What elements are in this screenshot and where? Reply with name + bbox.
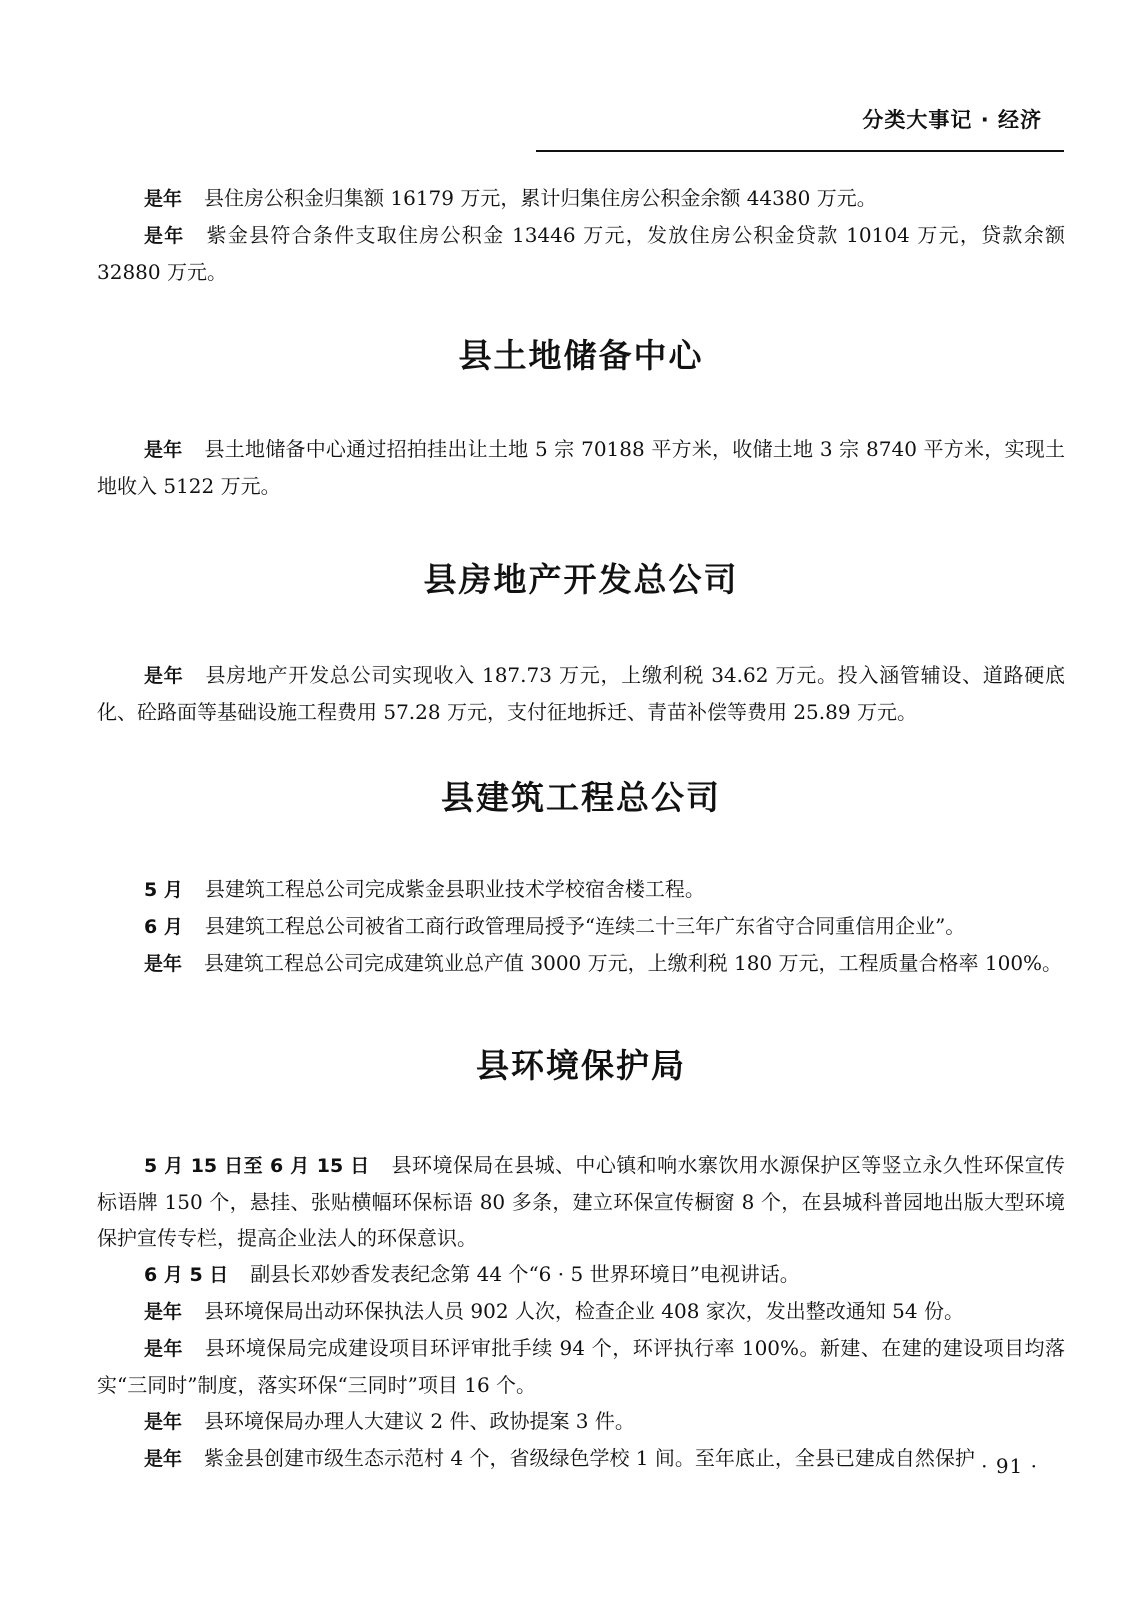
section-title-real-estate: 县房地产开发总公司 xyxy=(423,560,739,599)
entry-lead: 是年 xyxy=(144,1301,183,1323)
entry-text: 县环境保局完成建设项目环评审批手续 94 个，环评执行率 100%。新建、在建的建设项目均落实“三同时”制度，落实环保“三同时”项目 16 个。 xyxy=(97,1336,1065,1397)
entry-paragraph xyxy=(97,908,1065,945)
entry-paragraph xyxy=(97,217,1065,290)
section-title-construction: 县建筑工程总公司 xyxy=(441,778,721,817)
header-rule xyxy=(536,150,1064,152)
entry-text: 县建筑工程总公司完成建筑业总产值 3000 万元，上缴利税 180 万元，工程质量合格率 100%。 xyxy=(204,951,1063,975)
entry-paragraph xyxy=(97,1440,1065,1477)
entry-text: 县土地储备中心通过招拍挂出让土地 5 宗 70188 平方米，收储土地 3 宗 8740 平方米，实现土地收入 5122 万元。 xyxy=(97,437,1065,498)
entry-lead: 是年 xyxy=(144,225,185,247)
entry-paragraph xyxy=(97,1293,1065,1330)
entry-text: 县建筑工程总公司完成紫金县职业技术学校宿舍楼工程。 xyxy=(204,877,705,901)
entry-paragraph xyxy=(97,871,1065,908)
section-title-land-reserve: 县土地储备中心 xyxy=(458,336,704,375)
entry-text: 县环境保局办理人大建议 2 件、政协提案 3 件。 xyxy=(204,1409,635,1433)
entry-text: 县环境保局出动环保执法人员 902 人次，检查企业 408 家次，发出整改通知 54 份。 xyxy=(204,1299,964,1323)
entry-lead: 是年 xyxy=(144,439,183,461)
entry-lead: 是年 xyxy=(144,188,183,210)
entry-lead: 6 月 xyxy=(144,916,183,938)
entry-lead: 是年 xyxy=(144,1338,183,1360)
entry-paragraph xyxy=(97,1403,1065,1440)
entry-lead: 是年 xyxy=(144,665,184,687)
entry-text: 县住房公积金归集额 16179 万元，累计归集住房公积金余额 44380 万元。 xyxy=(204,186,877,210)
entry-lead: 是年 xyxy=(144,953,183,975)
entry-lead: 5 月 xyxy=(144,879,183,901)
entry-lead: 是年 xyxy=(144,1411,183,1433)
entry-paragraph xyxy=(97,945,1065,982)
section-title-environment: 县环境保护局 xyxy=(476,1046,686,1085)
entry-paragraph xyxy=(97,180,1065,217)
entry-lead: 6 月 5 日 xyxy=(144,1264,229,1286)
entry-text: 副县长邓妙香发表纪念第 44 个“6 · 5 世界环境日”电视讲话。 xyxy=(250,1262,800,1286)
entry-text: 紫金县创建市级生态示范村 4 个，省级绿色学校 1 间。至年底止，全县已建成自然保护 xyxy=(204,1446,975,1470)
entry-text: 县房地产开发总公司实现收入 187.73 万元，上缴利税 34.62 万元。投入涵管辅设、道路硬底化、砼路面等基础设施工程费用 57.28 万元，支付征地拆迁、青苗补偿等费用 25.89 万元。 xyxy=(97,663,1065,724)
entry-lead: 是年 xyxy=(144,1448,183,1470)
entry-paragraph xyxy=(97,657,1065,730)
running-head: 分类大事记 · 经济 xyxy=(862,108,1042,132)
entry-lead: 5 月 15 日至 6 月 15 日 xyxy=(144,1155,370,1177)
page-number: · 91 · xyxy=(981,1454,1038,1478)
page-body xyxy=(97,180,1065,1477)
entry-paragraph xyxy=(97,431,1065,504)
entry-paragraph xyxy=(97,1147,1065,1256)
entry-paragraph xyxy=(97,1256,1065,1293)
entry-text: 县环境保局在县城、中心镇和响水寨饮用水源保护区等竖立永久性环保宣传标语牌 150 个，悬挂、张贴横幅环保标语 80 多条，建立环保宣传橱窗 8 个，在县城科普园地出版大型环境保护宣传专栏，提高企业法人的环保意识。 xyxy=(97,1153,1066,1250)
entry-text: 紫金县符合条件支取住房公积金 13446 万元，发放住房公积金贷款 10104 万元，贷款余额 32880 万元。 xyxy=(97,223,1065,284)
entry-paragraph xyxy=(97,1330,1065,1403)
entry-text: 县建筑工程总公司被省工商行政管理局授予“连续二十三年广东省守合同重信用企业”。 xyxy=(204,914,966,938)
